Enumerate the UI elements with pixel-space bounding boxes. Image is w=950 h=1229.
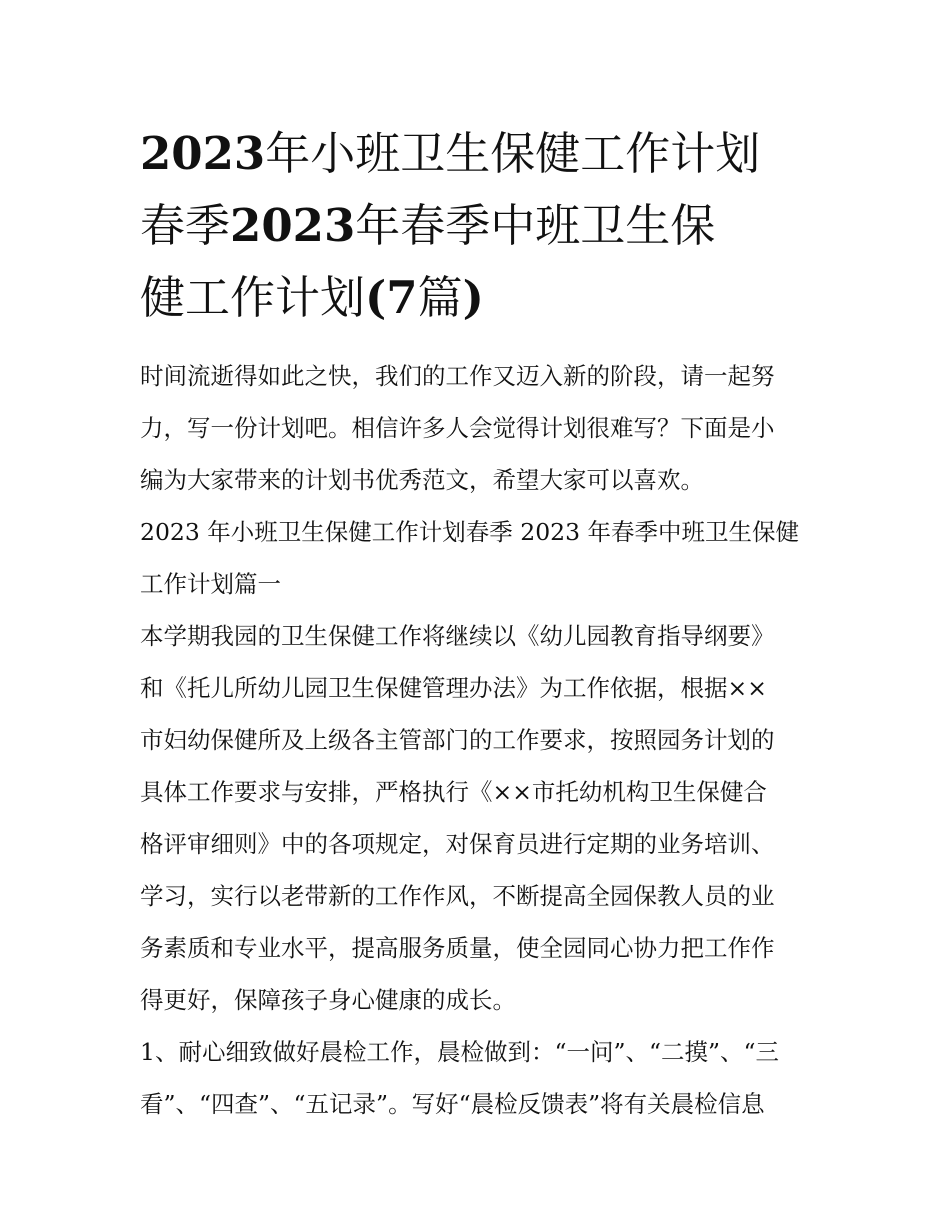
- title-line: [140, 190, 815, 262]
- title-segment: (7: [365, 271, 418, 324]
- text-line: 2023 年小班卫生保健工作计划春季 2023 年春季中班卫生保健: [140, 518, 800, 546]
- text-line: 时间流逝得如此之快，我们的工作又迈入新的阶段，请一起努: [140, 362, 775, 390]
- text-line: 编为大家带来的计划书优秀范文，希望大家可以喜欢。: [140, 466, 704, 494]
- list-item-paragraph: [140, 1026, 815, 1130]
- title-line: [140, 118, 815, 190]
- section-heading: [140, 506, 815, 610]
- title-segment: 2023: [230, 199, 356, 252]
- text-line: 学习，实行以老带新的工作作风，不断提高全园保教人员的业: [140, 882, 775, 910]
- title-segment: 年小班卫生保健工作计划: [265, 127, 761, 180]
- text-line: 看”、“四查”、“五记录”。写好“晨检反馈表”将有关晨检信息: [140, 1090, 765, 1118]
- text-line: 1、耐心细致做好晨检工作，晨检做到：“一问”、“二摸”、“三: [140, 1038, 780, 1066]
- title-segment: 2023: [140, 127, 266, 180]
- text-line: 具体工作要求与安排，严格执行《××市托幼机构卫生保健合: [140, 778, 767, 806]
- document-title: [140, 118, 815, 334]
- text-line: 力，写一份计划吧。相信许多人会觉得计划很难写？下面是小: [140, 414, 775, 442]
- title-line: [140, 262, 815, 334]
- text-line: 本学期我园的卫生保健工作将继续以《幼儿园教育指导纲要》: [140, 622, 775, 650]
- text-line: 得更好，保障孩子身心健康的成长。: [140, 986, 516, 1014]
- document-page: [140, 118, 815, 1130]
- text-line: 市妇幼保健所及上级各主管部门的工作要求，按照园务计划的: [140, 726, 775, 754]
- title-segment: 健工作计划: [140, 271, 366, 324]
- text-line: 格评审细则》中的各项规定，对保育员进行定期的业务培训、: [140, 830, 775, 858]
- title-segment: 春季: [140, 199, 231, 252]
- title-segment: 篇: [417, 271, 463, 324]
- text-line: 务素质和专业水平，提高服务质量，使全园同心协力把工作作: [140, 934, 775, 962]
- text-line: 和《托儿所幼儿园卫生保健管理办法》为工作依据，根据××: [140, 674, 767, 702]
- text-line: 工作计划篇一: [140, 570, 281, 598]
- intro-paragraph: [140, 350, 815, 506]
- title-spacer: [140, 334, 815, 350]
- title-segment: ): [462, 271, 484, 324]
- body-paragraph: [140, 610, 815, 1026]
- title-segment: 年春季中班卫生保: [355, 199, 716, 252]
